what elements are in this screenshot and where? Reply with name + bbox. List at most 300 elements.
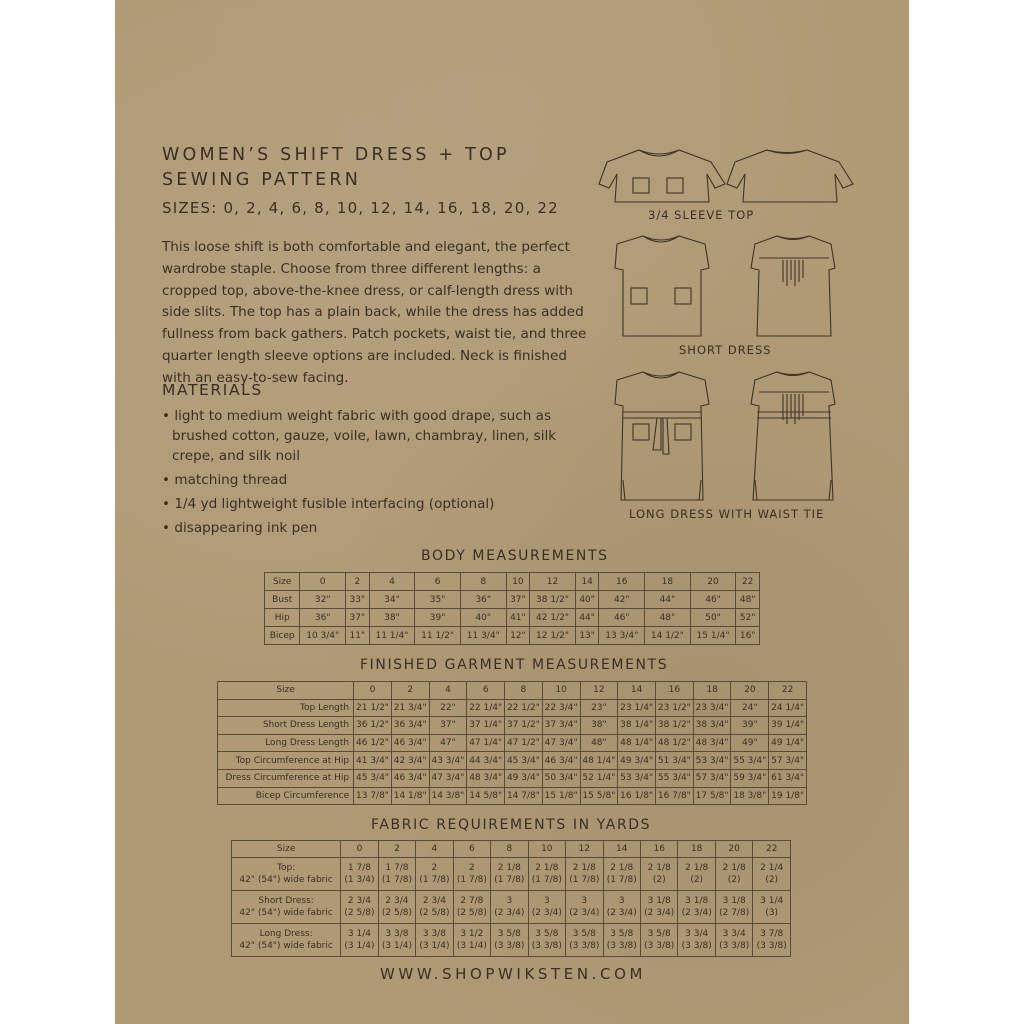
title-line-2: SEWING PATTERN — [162, 170, 362, 190]
table-cell — [416, 924, 453, 957]
row-label-cell: Bust — [265, 591, 300, 609]
table-row — [265, 627, 760, 645]
table-cell: 37" — [506, 591, 530, 609]
yardage-value: 3 1/8 — [647, 896, 671, 906]
table-cell — [453, 924, 490, 957]
table-cell — [491, 891, 528, 924]
header-size-cell: 14 — [618, 682, 656, 700]
table-cell: 18 3/8" — [731, 787, 769, 805]
yardage-value: 2 1/8 — [610, 863, 634, 873]
yardage-value: 2 — [469, 863, 475, 873]
yardage-value: 2 1/8 — [497, 863, 521, 873]
yardage-wide-value: (3 3/8) — [531, 941, 562, 951]
table-cell: 14 1/8" — [391, 787, 429, 805]
table-cell: 55 3/4" — [655, 769, 693, 787]
table-cell: 53 3/4" — [618, 769, 656, 787]
table-cell — [753, 891, 791, 924]
yardage-value: 3 5/8 — [497, 929, 521, 939]
table-cell: 22 1/4" — [467, 699, 505, 717]
table-cell: 49 1/4" — [769, 734, 807, 752]
header-size-cell: 14 — [603, 841, 640, 858]
table-cell: 52" — [736, 609, 760, 627]
pattern-title — [162, 143, 510, 193]
yardage-value: 3 5/8 — [535, 929, 559, 939]
yardage-value: 3 3/4 — [685, 929, 709, 939]
table-cell: 22" — [429, 699, 467, 717]
table-cell — [341, 924, 378, 957]
yardage-wide-value: (2 3/4) — [531, 908, 562, 918]
table-cell — [528, 924, 565, 957]
yardage-wide-value: (2 5/8) — [344, 908, 375, 918]
table-cell: 38" — [580, 717, 618, 735]
table-header-row — [232, 841, 791, 858]
header-size-cell: 16 — [599, 573, 645, 591]
table-cell: 37 1/4" — [467, 717, 505, 735]
table-cell — [453, 858, 490, 891]
table-cell: 14 1/2" — [645, 627, 691, 645]
table-cell: 16 1/8" — [618, 787, 656, 805]
table-cell: 59 3/4" — [731, 769, 769, 787]
yardage-wide-value: (2 3/4) — [606, 908, 637, 918]
table-cell: 48" — [580, 734, 618, 752]
table-cell: 32" — [300, 591, 346, 609]
yardage-wide-value: (1 7/8) — [381, 875, 412, 885]
table-cell: 40" — [460, 609, 506, 627]
yardage-wide-value: (2) — [727, 875, 741, 885]
table-cell: 52 1/4" — [580, 769, 618, 787]
yardage-value: 2 3/4 — [385, 896, 409, 906]
materials-item: • matching thread — [162, 470, 602, 490]
table-cell — [491, 924, 528, 957]
table-cell: 38 1/2" — [655, 717, 693, 735]
yardage-value: 1 7/8 — [385, 863, 409, 873]
table-cell — [715, 891, 752, 924]
yardage-wide-value: (1 7/8) — [569, 875, 600, 885]
garment-illustrations — [597, 140, 857, 530]
header-size-cell: 0 — [354, 682, 392, 700]
table-cell: 11 1/4" — [369, 627, 415, 645]
yardage-value: 2 3/4 — [422, 896, 446, 906]
body-measurements-heading: BODY MEASUREMENTS — [421, 548, 609, 564]
table-cell: 42 3/4" — [391, 752, 429, 770]
header-size-cell: 14 — [575, 573, 599, 591]
table-cell: 11 1/2" — [415, 627, 461, 645]
yardage-value: 3 1/2 — [460, 929, 484, 939]
yardage-wide-value: (2 3/4) — [569, 908, 600, 918]
table-row — [218, 717, 807, 735]
materials-list — [162, 406, 602, 542]
table-cell — [678, 924, 715, 957]
table-cell: 50 3/4" — [542, 769, 580, 787]
table-cell: 24 1/4" — [769, 699, 807, 717]
table-cell — [678, 858, 715, 891]
caption-short-dress: SHORT DRESS — [679, 343, 772, 357]
yardage-wide-value: (3 1/4) — [419, 941, 450, 951]
header-size-cell: 22 — [769, 682, 807, 700]
table-cell: 46 3/4" — [391, 734, 429, 752]
table-cell: 38 3/4" — [693, 717, 731, 735]
table-cell — [603, 924, 640, 957]
materials-item: • 1/4 yd lightweight fusible interfacing (optional) — [162, 494, 602, 514]
yardage-wide-value: (1 7/8) — [494, 875, 525, 885]
yardage-value: 3 1/8 — [685, 896, 709, 906]
table-cell: 14 7/8" — [505, 787, 543, 805]
header-size-cell: 16 — [655, 682, 693, 700]
table-cell — [566, 924, 603, 957]
yardage-value: 3 7/8 — [760, 929, 784, 939]
table-cell: 23 1/2" — [655, 699, 693, 717]
table-cell: 49 3/4" — [618, 752, 656, 770]
table-cell — [416, 858, 453, 891]
top-back-illustration — [727, 150, 853, 202]
yardage-value: 1 7/8 — [347, 863, 371, 873]
row-label-cell — [232, 858, 341, 891]
yardage-value: 3 1/4 — [347, 929, 371, 939]
table-cell: 14 3/8" — [429, 787, 467, 805]
table-cell: 48 1/4" — [618, 734, 656, 752]
header-size-cell: 6 — [415, 573, 461, 591]
finished-measurements-table — [217, 681, 807, 805]
table-cell: 12 1/2" — [530, 627, 576, 645]
table-cell: 13" — [575, 627, 599, 645]
header-size-cell: 4 — [416, 841, 453, 858]
table-cell: 49" — [731, 734, 769, 752]
header-size-cell: 6 — [467, 682, 505, 700]
table-cell: 19 1/8" — [769, 787, 807, 805]
table-cell: 42 1/2" — [530, 609, 576, 627]
yardage-value: 3 1/8 — [722, 896, 746, 906]
table-cell: 38" — [369, 609, 415, 627]
table-cell — [378, 891, 415, 924]
yardage-wide-value: (2) — [652, 875, 666, 885]
header-size-cell: 10 — [506, 573, 530, 591]
table-cell: 14 5/8" — [467, 787, 505, 805]
table-cell: 44" — [575, 609, 599, 627]
long-dress-back-illustration — [751, 372, 835, 500]
table-cell: 24" — [731, 699, 769, 717]
table-cell: 15 1/4" — [690, 627, 736, 645]
table-cell — [341, 858, 378, 891]
table-cell: 44 3/4" — [467, 752, 505, 770]
materials-heading: MATERIALS — [162, 381, 263, 399]
table-cell: 45 3/4" — [354, 769, 392, 787]
table-row — [218, 699, 807, 717]
table-cell: 57 3/4" — [769, 752, 807, 770]
table-cell: 36 3/4" — [391, 717, 429, 735]
table-cell: 37 1/2" — [505, 717, 543, 735]
table-cell: 50" — [690, 609, 736, 627]
pattern-back-cover — [115, 0, 909, 1024]
table-cell: 47" — [429, 734, 467, 752]
table-cell: 49 3/4" — [505, 769, 543, 787]
row-label-cell: Top Length — [218, 699, 354, 717]
table-cell — [528, 858, 565, 891]
title-line-1: WOMEN’S SHIFT DRESS + TOP — [162, 145, 510, 165]
yardage-value: 3 5/8 — [572, 929, 596, 939]
row-label-cell: Bicep Circumference — [218, 787, 354, 805]
table-cell: 41" — [506, 609, 530, 627]
table-cell: 13 7/8" — [354, 787, 392, 805]
header-size-cell: 12 — [530, 573, 576, 591]
header-size-cell: 0 — [300, 573, 346, 591]
table-cell: 41 3/4" — [354, 752, 392, 770]
row-label-line: 42" (54") wide fabric — [239, 941, 333, 951]
yardage-value: 3 3/4 — [722, 929, 746, 939]
header-size-cell: 12 — [566, 841, 603, 858]
yardage-wide-value: (1 3/4) — [344, 875, 375, 885]
table-cell: 16" — [736, 627, 760, 645]
yardage-wide-value: (2 3/4) — [681, 908, 712, 918]
yardage-value: 3 — [618, 896, 625, 906]
table-cell: 36" — [460, 591, 506, 609]
yardage-value: 3 3/8 — [422, 929, 446, 939]
table-cell: 42" — [599, 591, 645, 609]
row-label-cell — [232, 924, 341, 957]
short-dress-front-illustration — [615, 236, 709, 336]
yardage-wide-value: (3 3/8) — [569, 941, 600, 951]
yardage-value: 2 7/8 — [460, 896, 484, 906]
finished-measurements-heading: FINISHED GARMENT MEASUREMENTS — [360, 657, 669, 673]
table-cell: 47 3/4" — [429, 769, 467, 787]
table-cell: 39" — [415, 609, 461, 627]
table-cell: 35" — [415, 591, 461, 609]
yardage-value: 3 — [543, 896, 550, 906]
yardage-wide-value: (2 5/8) — [419, 908, 450, 918]
table-cell: 45 3/4" — [505, 752, 543, 770]
yardage-value: 2 1/4 — [760, 863, 784, 873]
table-cell — [603, 858, 640, 891]
body-measurements-table — [264, 572, 760, 645]
table-cell: 44" — [645, 591, 691, 609]
header-size-cell: 10 — [528, 841, 565, 858]
table-cell: 48 1/2" — [655, 734, 693, 752]
table-cell: 36 1/2" — [354, 717, 392, 735]
row-label-line: 42" (54") wide fabric — [239, 908, 333, 918]
header-size-cell: 8 — [460, 573, 506, 591]
table-cell: 11 3/4" — [460, 627, 506, 645]
table-cell: 48 3/4" — [467, 769, 505, 787]
header-size-cell: 18 — [645, 573, 691, 591]
table-cell: 48" — [736, 591, 760, 609]
yardage-value: 3 5/8 — [610, 929, 634, 939]
table-cell — [715, 858, 752, 891]
yardage-value: 2 1/8 — [572, 863, 596, 873]
table-row — [218, 752, 807, 770]
table-cell — [678, 891, 715, 924]
table-cell: 46 3/4" — [391, 769, 429, 787]
table-cell: 10 3/4" — [300, 627, 346, 645]
header-size-cell: 0 — [341, 841, 378, 858]
table-row — [218, 769, 807, 787]
table-cell — [640, 891, 677, 924]
yardage-wide-value: (2 7/8) — [719, 908, 750, 918]
yardage-value: 2 — [431, 863, 438, 873]
header-size-cell: 20 — [731, 682, 769, 700]
table-cell: 47 1/2" — [505, 734, 543, 752]
table-cell: 53 3/4" — [693, 752, 731, 770]
table-cell: 38 1/2" — [530, 591, 576, 609]
table-cell: 51 3/4" — [655, 752, 693, 770]
yardage-wide-value: (2 3/4) — [644, 908, 675, 918]
header-size-cell: 8 — [505, 682, 543, 700]
yardage-value: 2 1/8 — [722, 863, 746, 873]
table-cell: 46" — [599, 609, 645, 627]
yardage-wide-value: (1 7/8) — [606, 875, 637, 885]
table-cell — [753, 858, 791, 891]
table-cell: 43 3/4" — [429, 752, 467, 770]
table-cell: 23" — [580, 699, 618, 717]
materials-item: • disappearing ink pen — [162, 518, 602, 538]
row-label-line: Long Dress: — [259, 929, 313, 939]
table-cell: 48" — [645, 609, 691, 627]
table-cell: 36" — [300, 609, 346, 627]
description: This loose shift is both comfortable and elegant, the perfect wardrobe staple. Choose from three different lengths: a cropped top, above-the-knee dress, or calf-length dress with side slits. The top has a plain back, while the dress has added fullness from back gathers. Patch pockets, waist tie, and three quarter length sleeve options are included. Neck is finished with an easy-to-sew facing. — [162, 239, 587, 386]
yardage-wide-value: (1 7/8) — [531, 875, 562, 885]
header-size-cell: 22 — [736, 573, 760, 591]
yardage-wide-value: (3 1/4) — [456, 941, 487, 951]
header-size-cell: 22 — [753, 841, 791, 858]
table-row — [218, 734, 807, 752]
website-url: WWW.SHOPWIKSTEN.COM — [380, 965, 647, 983]
table-cell: 55 3/4" — [731, 752, 769, 770]
table-cell: 23 3/4" — [693, 699, 731, 717]
table-cell: 40" — [575, 591, 599, 609]
table-row — [218, 787, 807, 805]
table-header-row — [265, 573, 760, 591]
header-size-cell: 4 — [369, 573, 415, 591]
top-front-illustration — [599, 150, 725, 202]
table-cell — [715, 924, 752, 957]
table-cell: 33" — [346, 591, 370, 609]
table-cell — [753, 924, 791, 957]
table-cell — [640, 858, 677, 891]
table-cell: 13 3/4" — [599, 627, 645, 645]
header-size-cell: 8 — [491, 841, 528, 858]
row-label-line: Top: — [277, 863, 296, 873]
table-cell: 34" — [369, 591, 415, 609]
table-row — [265, 591, 760, 609]
table-cell: 37" — [346, 609, 370, 627]
caption-top: 3/4 SLEEVE TOP — [648, 208, 755, 222]
table-cell: 47 1/4" — [467, 734, 505, 752]
header-size-cell: 20 — [715, 841, 752, 858]
yardage-wide-value: (2) — [765, 875, 779, 885]
yardage-value: 2 1/8 — [647, 863, 671, 873]
table-cell — [341, 891, 378, 924]
caption-long-dress: LONG DRESS WITH WAIST TIE — [629, 507, 825, 521]
yardage-wide-value: (3 1/4) — [381, 941, 412, 951]
table-cell: 48 3/4" — [693, 734, 731, 752]
table-cell: 39 1/4" — [769, 717, 807, 735]
table-cell: 37 3/4" — [542, 717, 580, 735]
table-cell: 37" — [429, 717, 467, 735]
fabric-requirements-heading: FABRIC REQUIREMENTS IN YARDS — [371, 817, 652, 833]
yardage-wide-value: (1 7/8) — [456, 875, 487, 885]
row-label-cell: Hip — [265, 609, 300, 627]
header-label-cell: Size — [218, 682, 354, 700]
table-cell: 46" — [690, 591, 736, 609]
table-cell — [603, 891, 640, 924]
header-size-cell: 2 — [346, 573, 370, 591]
yardage-wide-value: (2) — [690, 875, 704, 885]
long-dress-front-illustration — [615, 372, 709, 500]
table-cell — [566, 891, 603, 924]
yardage-wide-value: (3 1/4) — [344, 941, 375, 951]
table-cell — [453, 891, 490, 924]
yardage-wide-value: (3 3/8) — [644, 941, 675, 951]
materials-item: • light to medium weight fabric with good drape, such as brushed cotton, gauze, voile, lawn, chambray, linen, silk crepe, and silk noil — [162, 406, 602, 466]
yardage-wide-value: (3) — [765, 908, 779, 918]
table-cell: 23 1/4" — [618, 699, 656, 717]
row-label-line: 42" (54") wide fabric — [239, 875, 333, 885]
table-row — [265, 609, 760, 627]
yardage-value: 3 1/4 — [760, 896, 784, 906]
row-label-line: Short Dress: — [258, 896, 314, 906]
table-header-row — [218, 682, 807, 700]
table-cell: 57 3/4" — [693, 769, 731, 787]
header-label-cell: Size — [265, 573, 300, 591]
table-cell — [566, 858, 603, 891]
yardage-wide-value: (3 3/8) — [606, 941, 637, 951]
header-size-cell: 18 — [678, 841, 715, 858]
table-cell — [378, 924, 415, 957]
table-cell: 16 7/8" — [655, 787, 693, 805]
table-cell — [640, 924, 677, 957]
table-cell: 46 3/4" — [542, 752, 580, 770]
table-row — [232, 891, 791, 924]
header-size-cell: 12 — [580, 682, 618, 700]
yardage-value: 2 1/8 — [535, 863, 559, 873]
table-cell: 11" — [346, 627, 370, 645]
short-dress-back-illustration — [751, 236, 835, 336]
table-cell: 61 3/4" — [769, 769, 807, 787]
table-cell: 22 3/4" — [542, 699, 580, 717]
table-row — [232, 924, 791, 957]
header-size-cell: 18 — [693, 682, 731, 700]
row-label-cell: Bicep — [265, 627, 300, 645]
header-size-cell: 6 — [453, 841, 490, 858]
sizes-line: SIZES: 0, 2, 4, 6, 8, 10, 12, 14, 16, 18, 20, 22 — [162, 199, 559, 217]
table-cell — [528, 891, 565, 924]
row-label-cell: Dress Circumference at Hip — [218, 769, 354, 787]
table-cell: 15 5/8" — [580, 787, 618, 805]
table-cell — [416, 891, 453, 924]
header-label-cell: Size — [232, 841, 341, 858]
table-cell — [491, 858, 528, 891]
yardage-value: 3 — [581, 896, 588, 906]
yardage-wide-value: (1 7/8) — [419, 875, 450, 885]
yardage-value: 3 5/8 — [647, 929, 671, 939]
yardage-wide-value: (2 5/8) — [456, 908, 487, 918]
header-size-cell: 4 — [429, 682, 467, 700]
row-label-cell: Short Dress Length — [218, 717, 354, 735]
header-size-cell: 2 — [391, 682, 429, 700]
row-label-cell: Long Dress Length — [218, 734, 354, 752]
yardage-value: 3 — [506, 896, 513, 906]
table-cell: 15 1/8" — [542, 787, 580, 805]
table-row — [232, 858, 791, 891]
table-cell: 12" — [506, 627, 530, 645]
table-cell: 22 1/2" — [505, 699, 543, 717]
table-cell: 39" — [731, 717, 769, 735]
yardage-wide-value: (3 3/8) — [681, 941, 712, 951]
yardage-wide-value: (2 5/8) — [381, 908, 412, 918]
table-cell: 46 1/2" — [354, 734, 392, 752]
table-cell: 47 3/4" — [542, 734, 580, 752]
table-cell: 21 1/2" — [354, 699, 392, 717]
yardage-wide-value: (2 3/4) — [494, 908, 525, 918]
header-size-cell: 20 — [690, 573, 736, 591]
